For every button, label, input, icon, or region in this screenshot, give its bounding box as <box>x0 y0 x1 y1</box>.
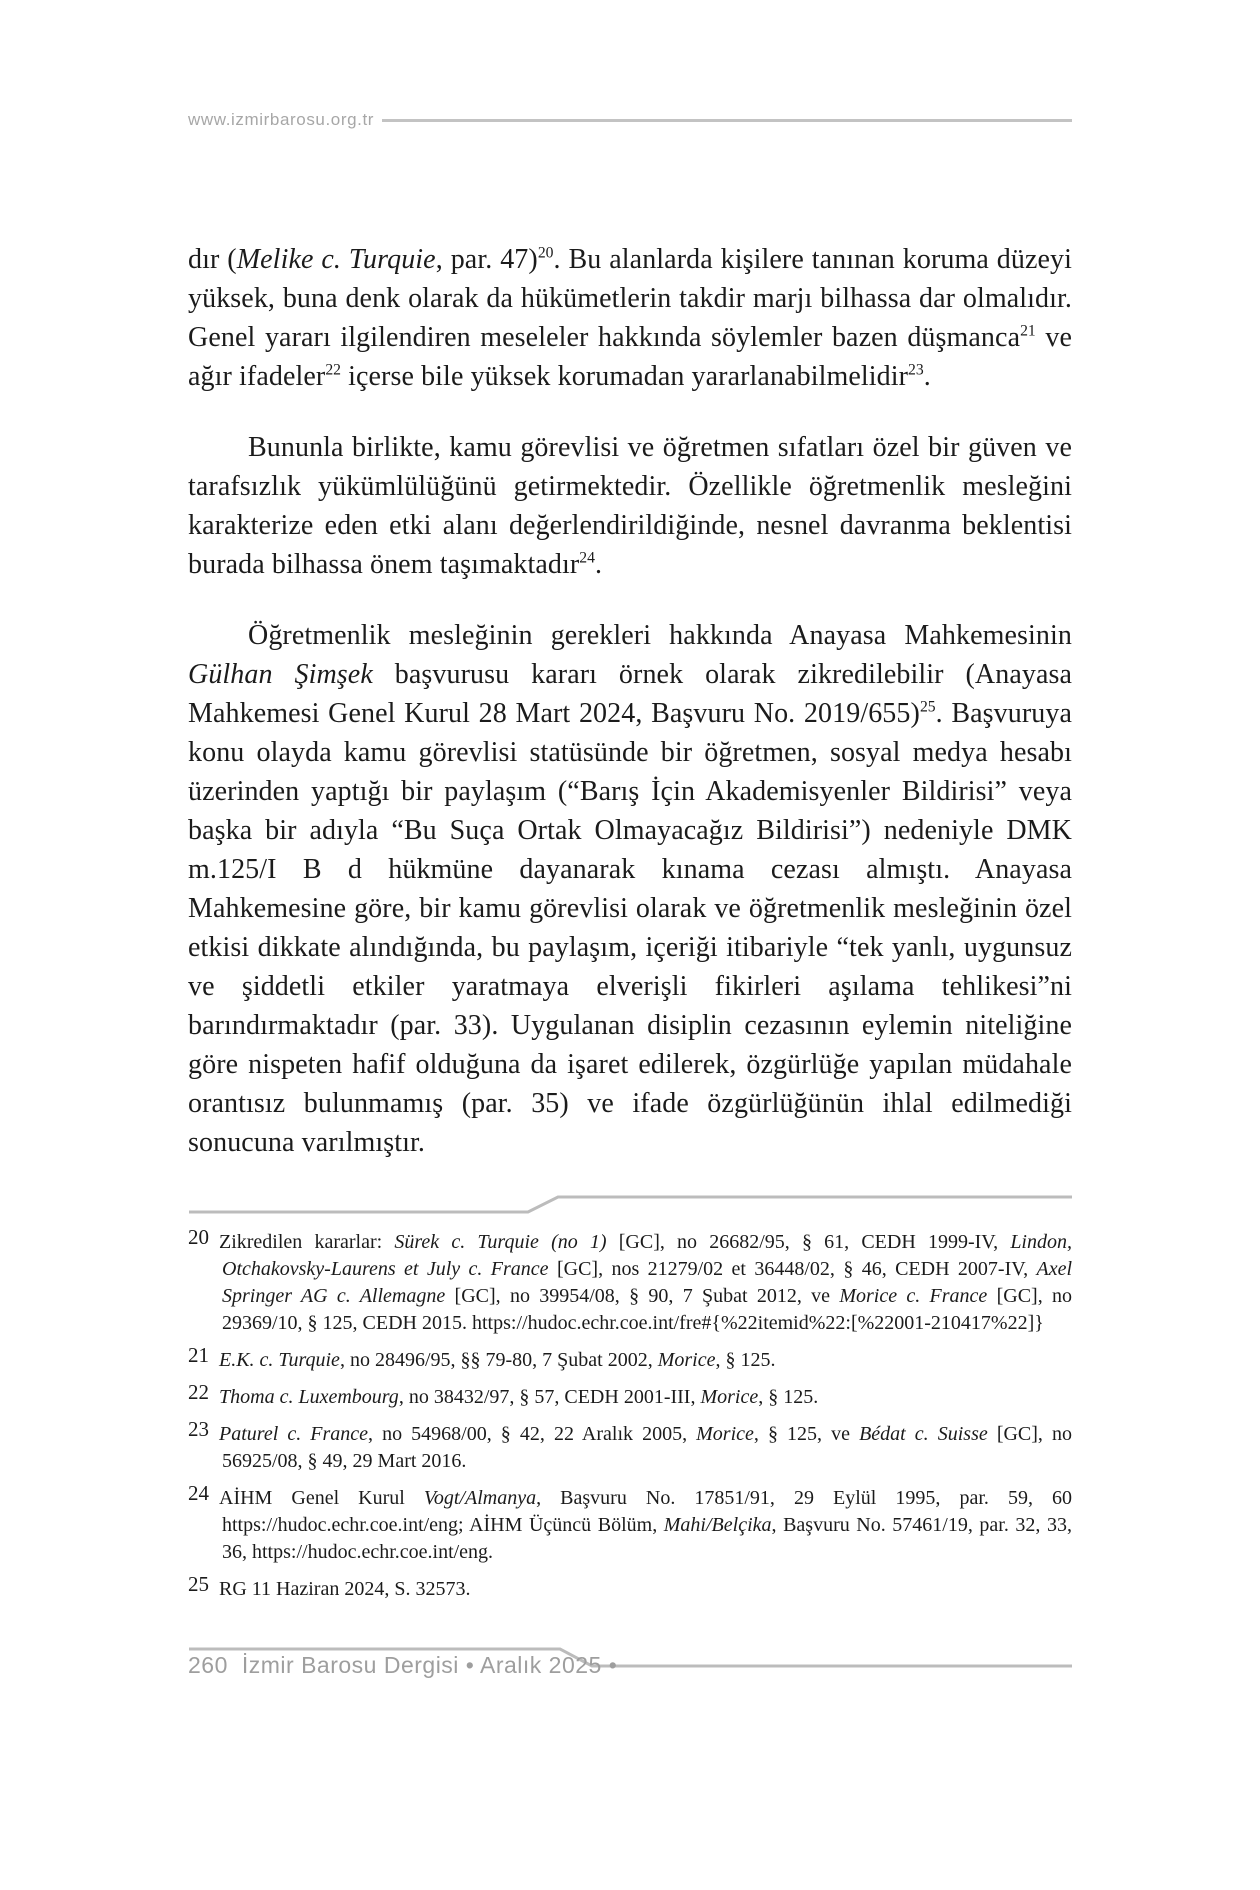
body-paragraph-3: Öğretmenlik mesleğinin gerekleri hakkında Anayasa Mahkemesinin Gülhan Şimşek başvurusu kararı örnek olarak zikredilebilir (Anayasa Mahkemesi Genel Kurul 28 Mart 2024, Başvuru No. 2019/655)$^{25}$. Başvuruya konu olayda kamu görevlisi statüsünde bir öğretmen, sosyal medya hesabı üzerinden yaptığı bir paylaşım (“Barış İçin Akademisyenler Bildirisi” veya başka bir adıyla “Bu Suça Ortak Olmayacağız Bildirisi”) nedeniyle DMK m.125/I B d hükmüne dayanarak kınama cezası almıştı. Anayasa Mahkemesine göre, bir kamu görevlisi olarak ve öğretmenlik mesleğinin özel etkisi dikkate alındığında, bu paylaşım, içeriği itibariyle “tek yanlı, uygunsuz ve şiddetli etkiler yaratmaya elverişli fikirleri aşılama tehlikesi”ni barındırmaktadır (par. 33). Uygulanan disiplin cezasının eylemin niteliğine göre nispeten hafif olduğuna da işaret edilerek, özgürlüğe yapılan müdahale orantısız bulunmamış (par. 35) ve ifade özgürlüğünün ihlal edilmediği sonucuna varılmıştır. <box>188 620 1073 1158</box>
footnote-text: AİHM Genel Kurul Vogt/Almanya, Başvuru No. 17851/91, 29 Eylül 1995, par. 59, 60 https://hudoc.echr.coe.int/eng; AİHM Üçüncü Bölüm, Mahi/Belçika, Başvuru No. 57461/19, par. 32, 33, 36, https://hudoc.echr.coe.int/eng. <box>219 1487 1072 1563</box>
body-paragraph-2: Bununla birlikte, kamu görevlisi ve öğretmen sıfatları özel bir güven ve tarafsızlık yükümlülüğünü getirmektedir. Özellikle öğretmenlik mesleğini karakterize eden etki alanı değerlendirildiğinde, nesnel davranma beklentisi burada bilhassa önem taşımaktadır$^{24}$. <box>188 432 1072 580</box>
footnote-number: 25 <box>188 1572 209 1596</box>
body-paragraph-1: dır (Melike c. Turquie, par. 47)$^{20}$. Bu alanlarda kişilere tanınan koruma düzeyi yüksek, buna denk olarak da hükümetlerin takdir marjı bilhassa dar olmalıdır. Genel yararı ilgilendiren meseleler hakkında söylemler bazen düşmanca$^{21}$ ve ağır ifadeler$^{22}$ içerse bile yüksek korumadan yararlanabilmelidir$^{23}$. <box>188 244 1073 392</box>
footnote-21 <box>188 1343 1072 1374</box>
page-header <box>188 110 1072 130</box>
footnote-text: E.K. c. Turquie, no 28496/95, §§ 79-80, 7 Şubat 2002, Morice, § 125. <box>219 1349 776 1371</box>
footnote-25 <box>188 1572 1072 1603</box>
page-number: 260 <box>188 1652 228 1678</box>
footnotes-section <box>188 1225 1073 1603</box>
journal-footer-label: İzmir Barosu Dergisi • Aralık 2025 • <box>241 1652 618 1678</box>
footnote-23 <box>188 1417 1072 1475</box>
header-rule-line <box>382 119 1072 122</box>
footnote-number: 24 <box>188 1481 209 1505</box>
footnote-text: Zikredilen kararlar: Sürek c. Turquie (no 1) [GC], no 26682/95, § 61, CEDH 1999-IV, Lindon, Otchakovsky-Laurens et July c. France [GC], nos 21279/02 et 36448/02, § 46, CEDH 2007-IV, Axel Springer AG c. Allemagne [GC], no 39954/08, § 90, 7 Şubat 2012, ve Morice c. France [GC], no 29369/10, § 125, CEDH 2015. https://hudoc.echr.coe.int/fre#{%22itemid%22:[%22001-210417%22]} <box>219 1231 1073 1334</box>
footnote-number: 21 <box>188 1343 209 1367</box>
footnote-number: 23 <box>188 1417 209 1441</box>
footnote-22 <box>188 1380 1072 1411</box>
article-body <box>188 240 1072 1612</box>
footnote-text: Paturel c. France, no 54968/00, § 42, 22 Aralık 2005, Morice, § 125, ve Bédat c. Suisse [GC], no 56925/08, § 49, 29 Mart 2016. <box>219 1423 1072 1472</box>
header-website-url: www.izmirbarosu.org.tr <box>188 110 375 129</box>
footnote-24 <box>188 1481 1072 1566</box>
footnote-text: RG 11 Haziran 2024, S. 32573. <box>219 1578 471 1600</box>
footnote-text: Thoma c. Luxembourg, no 38432/97, § 57, CEDH 2001-III, Morice, § 125. <box>219 1386 819 1408</box>
footnote-number: 22 <box>188 1380 209 1404</box>
footnote-number: 20 <box>188 1225 209 1249</box>
footnote-separator-line <box>188 1194 1072 1216</box>
page-footer <box>188 1652 617 1679</box>
footnote-20 <box>188 1225 1073 1337</box>
